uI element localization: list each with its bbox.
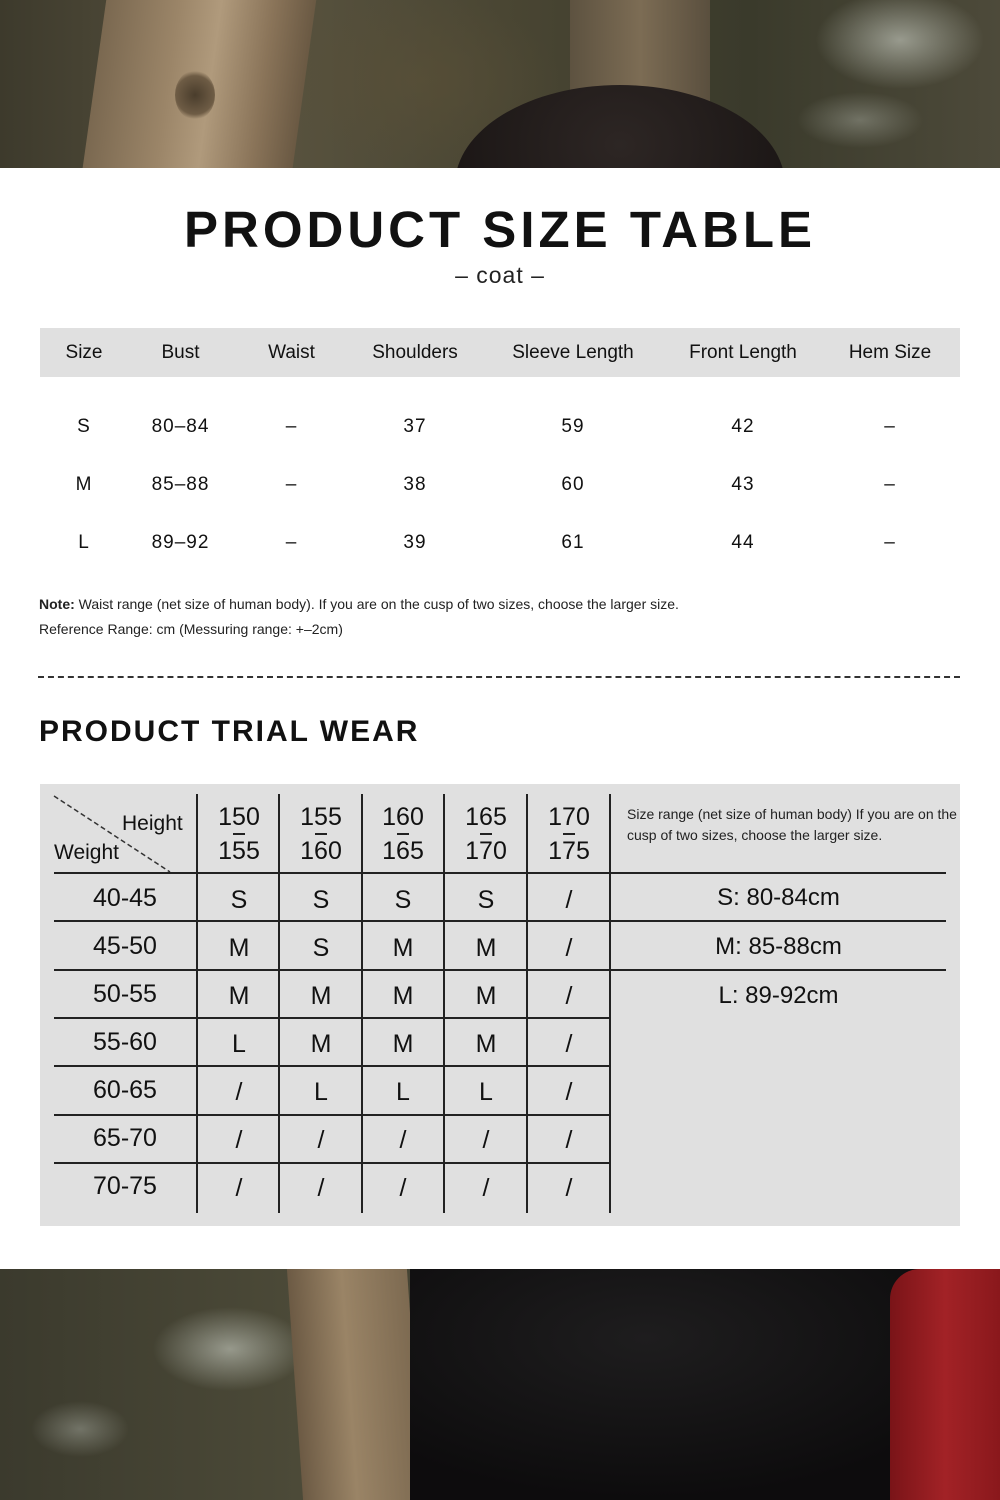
weight-label: 40-45 — [93, 883, 157, 912]
height-header — [445, 794, 527, 874]
header-bust: Bust — [161, 341, 200, 363]
size-cell: M — [228, 933, 250, 962]
reference-range: Reference Range: cm (Messuring range: +–2cm) — [39, 621, 343, 637]
size-cell: L — [232, 1029, 246, 1058]
cell-shoulders: 39 — [403, 532, 427, 553]
size-cell: M — [310, 1029, 332, 1058]
grid-line — [54, 920, 946, 922]
size-cell: / — [565, 1173, 573, 1202]
height-header — [280, 794, 362, 874]
size-cell: S — [312, 933, 330, 962]
size-cell: M — [475, 1029, 497, 1058]
size-cell: / — [565, 1029, 573, 1058]
wood-knot — [175, 70, 215, 120]
height-header — [362, 794, 444, 874]
size-cell: / — [565, 1125, 573, 1154]
size-cell: M — [475, 981, 497, 1010]
height-to: 170 — [465, 837, 507, 865]
cell-hem-size: – — [884, 532, 896, 553]
cell-waist: – — [285, 416, 298, 437]
weight-label: 55-60 — [93, 1027, 157, 1056]
size-table — [40, 328, 960, 572]
table-row — [40, 514, 960, 572]
weight-label: 60-65 — [93, 1075, 157, 1104]
grid-line — [196, 794, 198, 1213]
size-cell: M — [475, 933, 497, 962]
height-to: 175 — [548, 837, 590, 865]
size-cell: M — [228, 981, 250, 1010]
cell-front-length: 44 — [731, 532, 755, 553]
weight-label: 50-55 — [93, 979, 157, 1008]
size-cell: / — [565, 981, 573, 1010]
size-cell: / — [399, 1125, 407, 1154]
size-cell: M — [392, 933, 414, 962]
header-hem-size: Hem Size — [848, 341, 932, 363]
size-cell: M — [392, 1029, 414, 1058]
note-text: Waist range (net size of human body). If you are on the cusp of two sizes, choose the larger size. — [74, 596, 679, 612]
cell-size: S — [77, 416, 91, 437]
cell-waist: – — [285, 474, 298, 495]
trial-wear-table — [40, 784, 960, 1226]
table-row — [40, 456, 960, 514]
trial-side-note: Size range (net size of human body) If you are on the cusp of two sizes, choose the larger size. — [627, 806, 957, 843]
size-cell: S — [477, 885, 495, 914]
cell-sleeve-length: 59 — [561, 416, 585, 437]
corner-weight-label: Weight — [54, 841, 119, 864]
trial-wear-title: PRODUCT TRIAL WEAR — [39, 715, 420, 748]
header-size: Size — [65, 341, 103, 363]
size-panel — [0, 168, 1000, 1269]
height-from: 160 — [382, 803, 424, 831]
cell-bust: 80–84 — [151, 416, 210, 437]
grid-line — [443, 794, 445, 1213]
size-cell: S — [394, 885, 412, 914]
grid-line — [54, 969, 946, 971]
size-cell: S — [312, 885, 330, 914]
note-label: Note: — [39, 596, 75, 612]
height-header — [198, 794, 280, 874]
header-shoulders: Shoulders — [372, 341, 458, 363]
weight-label: 45-50 — [93, 931, 157, 960]
grid-line — [526, 794, 528, 1213]
bottom-photo — [0, 1269, 1000, 1500]
cell-bust: 89–92 — [151, 532, 210, 553]
size-cell: M — [392, 981, 414, 1010]
height-to: 160 — [300, 837, 342, 865]
header-waist: Waist — [268, 341, 315, 363]
height-header — [528, 794, 610, 874]
cell-waist: – — [285, 532, 298, 553]
cell-front-length: 43 — [731, 474, 755, 495]
weight-label: 70-75 — [93, 1171, 157, 1200]
cell-shoulders: 37 — [403, 416, 427, 437]
wooden-post — [287, 1269, 423, 1500]
size-cell: / — [317, 1125, 325, 1154]
size-cell: L — [479, 1077, 493, 1106]
size-cell: L — [314, 1077, 328, 1106]
red-sleeve — [890, 1269, 1000, 1500]
grid-line — [278, 794, 280, 1213]
size-range-l: L: 89-92cm — [718, 982, 839, 1009]
dashed-divider — [38, 676, 960, 678]
header-front-length: Front Length — [689, 341, 797, 363]
size-note — [39, 592, 679, 642]
cell-shoulders: 38 — [403, 474, 427, 495]
grid-line — [54, 872, 946, 874]
height-from: 155 — [300, 803, 342, 831]
size-cell: / — [235, 1077, 243, 1106]
cell-hem-size: – — [884, 474, 896, 495]
cell-sleeve-length: 61 — [561, 532, 585, 553]
cell-front-length: 42 — [731, 416, 755, 437]
height-from: 150 — [218, 803, 260, 831]
grid-line — [609, 794, 611, 1213]
size-cell: / — [565, 885, 573, 914]
weight-label: 65-70 — [93, 1123, 157, 1152]
cell-bust: 85–88 — [151, 474, 210, 495]
header-sleeve-length: Sleeve Length — [512, 341, 634, 363]
product-subtitle: – coat – — [455, 262, 545, 288]
size-range-s: S: 80-84cm — [717, 884, 840, 911]
size-cell: M — [310, 981, 332, 1010]
size-cell: / — [399, 1173, 407, 1202]
size-cell: / — [482, 1173, 490, 1202]
height-to: 155 — [218, 837, 260, 865]
size-cell: / — [565, 933, 573, 962]
cell-sleeve-length: 60 — [561, 474, 585, 495]
size-cell: / — [317, 1173, 325, 1202]
corner-height-label: Height — [122, 812, 183, 835]
height-from: 170 — [548, 803, 590, 831]
size-cell: / — [235, 1173, 243, 1202]
table-row — [40, 398, 960, 456]
size-cell: / — [235, 1125, 243, 1154]
size-table-header — [40, 328, 960, 377]
height-to: 165 — [382, 837, 424, 865]
height-from: 165 — [465, 803, 507, 831]
size-cell: / — [565, 1077, 573, 1106]
page-title: PRODUCT SIZE TABLE — [183, 201, 817, 258]
cell-size: M — [75, 474, 93, 495]
size-cell: L — [396, 1077, 410, 1106]
cell-hem-size: – — [884, 416, 896, 437]
grid-line — [361, 794, 363, 1213]
model-hair — [455, 85, 785, 168]
top-photo — [0, 0, 1000, 168]
size-range-m: M: 85-88cm — [715, 933, 842, 960]
cell-size: L — [78, 532, 90, 553]
size-cell: / — [482, 1125, 490, 1154]
size-cell: S — [230, 885, 248, 914]
